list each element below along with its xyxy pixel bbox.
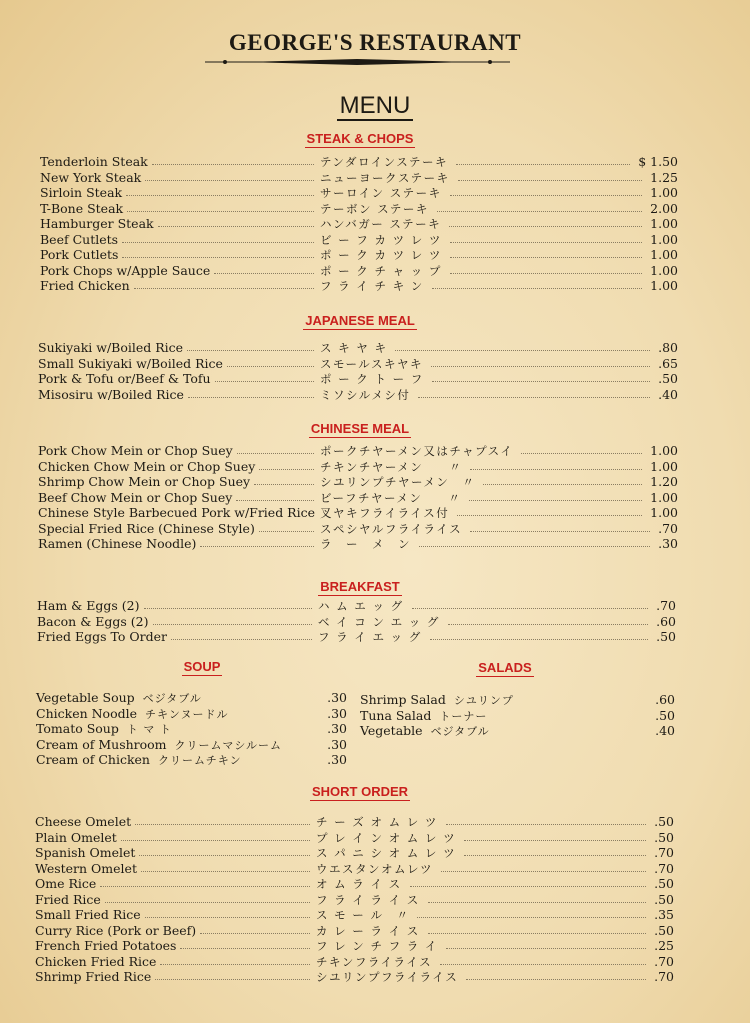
item-price: .30 (658, 536, 678, 551)
menu-item-row (35, 830, 674, 846)
item-name-english: Sukiyaki w/Boiled Rice (38, 340, 184, 355)
dotted-leader (187, 350, 314, 351)
item-name-english-text: Tuna Salad (360, 707, 432, 723)
menu-item-row (35, 845, 674, 861)
dotted-leader (440, 964, 646, 965)
menu-heading: MENU (0, 92, 750, 120)
dotted-leader (122, 257, 314, 258)
item-name-japanese: テンダロインステーキ (320, 155, 449, 169)
decorative-rule (205, 58, 510, 66)
dotted-leader (457, 515, 642, 516)
dotted-leader (227, 366, 314, 367)
item-price: .30 (327, 752, 347, 767)
dotted-leader (450, 242, 642, 243)
item-name-japanese: チ ー ズ オ ム レ ツ (316, 815, 438, 829)
item-name-japanese: ビ ー フ カ ツ レ ツ (320, 232, 442, 247)
dotted-leader (141, 871, 310, 872)
item-name-japanese: シユリンプ (453, 694, 514, 707)
menu-item-row (37, 614, 676, 630)
item-price: 1.25 (650, 169, 678, 185)
item-price: 1.00 (650, 443, 678, 458)
item-name-english: Western Omelet (35, 860, 137, 876)
item-name-english (360, 708, 487, 725)
item-name-english: Tenderloin Steak (40, 154, 148, 169)
menu-item-row (35, 969, 674, 985)
dotted-leader (135, 824, 310, 825)
item-price: .50 (654, 891, 674, 907)
menu-item-row (38, 340, 678, 356)
item-name-japanese: スモールスキヤキ (320, 356, 423, 371)
item-name-japanese: フ ラ イ チ キ ン (320, 279, 424, 293)
dotted-leader (448, 624, 648, 625)
item-name-japanese: ト マ ト (126, 723, 172, 736)
item-name-english: Ome Rice (35, 876, 97, 891)
section-title (300, 421, 420, 436)
item-name-english: Beef Cutlets (40, 231, 119, 247)
menu-item-row (40, 278, 678, 294)
item-price: .70 (654, 860, 674, 876)
dotted-leader (158, 226, 314, 227)
section-title-text: BREAKFAST (320, 579, 400, 594)
dotted-leader (127, 211, 314, 212)
dotted-leader (145, 180, 314, 181)
item-name-english-text: Cream of Chicken (36, 752, 150, 767)
menu-item-row (35, 954, 674, 970)
section-title-text: JAPANESE MEAL (305, 313, 415, 328)
item-name-english: Plain Omelet (35, 829, 117, 845)
item-price: 2.00 (650, 200, 678, 216)
menu-item-row (35, 876, 674, 892)
item-name-japanese: トーナー (439, 709, 488, 723)
dotted-leader (134, 288, 314, 289)
dotted-leader (441, 871, 646, 872)
dotted-leader (430, 639, 648, 640)
item-name-japanese: ス モ ー ル 〃 (316, 908, 410, 922)
section-title-text: CHINESE MEAL (310, 421, 410, 436)
item-name-english (360, 723, 490, 740)
item-name-japanese: チキンフライライス (316, 954, 433, 969)
item-name-english: Curry Rice (Pork or Beef) (35, 922, 197, 938)
item-name-english: Fried Eggs To Order (37, 629, 167, 644)
dotted-leader (126, 195, 314, 196)
dotted-leader (418, 397, 650, 398)
item-name-japanese: ポークチヤーメン又はチャプスイ (320, 444, 514, 458)
dotted-leader (171, 639, 312, 640)
item-name-japanese: カ レ ー ラ イ ス (316, 923, 420, 938)
item-name-english: Sirloin Steak (40, 185, 123, 200)
dotted-leader (449, 226, 642, 227)
item-name-japanese: ポ ー ク チ ャ ッ プ (320, 263, 442, 278)
menu-item-row (38, 387, 678, 403)
item-price: .60 (655, 692, 675, 707)
item-name-english (36, 706, 228, 723)
item-name-english: Spanish Omelet (35, 845, 136, 860)
item-name-english: Special Fried Rice (Chinese Style) (38, 520, 255, 536)
item-price: 1.00 (650, 216, 678, 231)
dotted-leader (236, 500, 314, 501)
item-price: .60 (656, 613, 676, 629)
dotted-leader (254, 484, 314, 485)
item-name-english: Chicken Chow Mein or Chop Suey (38, 458, 256, 474)
item-price: .30 (327, 721, 347, 736)
menu-item-row (38, 505, 678, 521)
menu-item-row (35, 923, 674, 939)
item-price: .50 (654, 922, 674, 938)
item-name-english: Chicken Fried Rice (35, 953, 157, 969)
item-name-english-text: Tomato Soup (36, 721, 119, 736)
item-name-japanese: フ ラ イ ラ イ ス (316, 892, 420, 907)
item-price: 1.20 (650, 474, 678, 489)
item-name-japanese: サーロイン ステーキ (320, 186, 442, 200)
item-price: 1.00 (650, 505, 678, 520)
section-title (300, 313, 420, 328)
section-title-text: SHORT ORDER (311, 784, 409, 799)
section-title (295, 784, 425, 799)
item-name-japanese: クリームマシルーム (174, 738, 283, 752)
menu-item-row (40, 170, 678, 186)
item-price: 1.00 (650, 278, 678, 293)
item-price: $ 1.50 (638, 154, 678, 169)
menu-item-row (35, 892, 674, 908)
menu-item-row (40, 216, 678, 232)
item-name-japanese: ベ イ コ ン エ ッ グ (318, 614, 440, 629)
item-name-english: Hamburger Steak (40, 216, 154, 231)
item-name-english: Fried Rice (35, 891, 101, 907)
item-name-english: Chinese Style Barbecued Pork w/Fried Rice (38, 505, 315, 520)
dotted-leader (419, 546, 650, 547)
menu-item-row (40, 201, 678, 217)
item-price: .50 (654, 814, 674, 829)
item-name-english: French Fried Potatoes (35, 938, 177, 953)
item-name-english-text: Chicken Noodle (36, 705, 137, 721)
menu-item-row (38, 356, 678, 372)
dotted-leader (100, 886, 310, 887)
section-title (300, 131, 420, 146)
item-name-japanese: ス パ ニ シ オ ム レ ツ (316, 846, 457, 860)
dotted-leader (395, 350, 650, 351)
dotted-leader (450, 195, 642, 196)
item-price: .50 (658, 371, 678, 386)
menu-item-row (40, 232, 678, 248)
menu-item-row (36, 706, 347, 722)
dotted-leader (450, 257, 642, 258)
item-price: .70 (654, 953, 674, 969)
item-name-japanese: ウエスタンオムレツ (316, 861, 433, 876)
item-price: .70 (656, 598, 676, 613)
dotted-leader (200, 933, 310, 934)
item-name-english: Shrimp Chow Mein or Chop Suey (38, 474, 251, 489)
item-name-english-text: Cream of Mushroom (36, 736, 167, 752)
item-name-english: Small Fried Rice (35, 907, 141, 922)
item-price: .65 (658, 355, 678, 371)
dotted-leader (417, 917, 646, 918)
dotted-leader (145, 917, 310, 918)
item-name-japanese: クリームチキン (157, 754, 242, 767)
menu-item-row (36, 752, 347, 768)
menu-item-row (40, 154, 678, 170)
menu-item-row (360, 723, 675, 739)
item-name-english: Pork Cutlets (40, 247, 119, 262)
item-price: .40 (658, 386, 678, 402)
item-name-english: Small Sukiyaki w/Boiled Rice (38, 355, 223, 371)
dotted-leader (446, 824, 646, 825)
dotted-leader (483, 484, 642, 485)
menu-item-row (35, 938, 674, 954)
item-name-english-text: Vegetable Soup (36, 690, 135, 705)
item-name-japanese: ベジタブル (430, 725, 490, 738)
item-name-english: Shrimp Fried Rice (35, 969, 152, 984)
item-price: .30 (327, 705, 347, 721)
item-price: 1.00 (650, 185, 678, 200)
dotted-leader (432, 288, 642, 289)
item-name-english: Pork Chops w/Apple Sauce (40, 262, 211, 278)
item-name-japanese: ラ ー メ ン (320, 537, 411, 551)
item-name-japanese: チキンヌードル (145, 707, 229, 721)
dotted-leader (456, 164, 630, 165)
item-name-japanese: シユリンプフライライス (316, 970, 459, 984)
item-name-english: Bacon & Eggs (2) (37, 613, 149, 629)
item-name-english: New York Steak (40, 169, 142, 185)
menu-item-row (360, 708, 675, 724)
item-name-japanese: ニューヨークステーキ (320, 170, 450, 185)
menu-item-row (38, 443, 678, 459)
dotted-leader (470, 469, 642, 470)
item-name-english (360, 692, 514, 709)
item-name-japanese: スペシヤルフライライス (320, 521, 463, 536)
item-price: 1.00 (650, 262, 678, 278)
menu-item-row (38, 371, 678, 387)
dotted-leader (428, 902, 646, 903)
item-price: .50 (655, 707, 675, 723)
dotted-leader (428, 933, 646, 934)
item-name-japanese: フ レ ン チ フ ラ イ (316, 939, 438, 953)
item-price: .50 (656, 629, 676, 644)
item-price: 1.00 (650, 458, 678, 474)
item-name-japanese: ハンバガー ステーキ (320, 217, 442, 231)
menu-item-row (35, 907, 674, 923)
item-name-japanese: ミソシルメシ付 (320, 387, 411, 402)
item-price: .50 (654, 829, 674, 845)
item-name-english: Beef Chow Mein or Chop Suey (38, 489, 233, 505)
item-name-english-text: Shrimp Salad (360, 692, 446, 707)
dotted-leader (410, 886, 646, 887)
item-price: .35 (654, 907, 674, 922)
item-name-english: Pork & Tofu or/Beef & Tofu (38, 371, 211, 386)
item-name-english: Ham & Eggs (2) (37, 598, 140, 613)
menu-item-row (40, 263, 678, 279)
dotted-leader (464, 855, 646, 856)
item-price: 1.00 (650, 247, 678, 262)
item-name-japanese: オ ム ラ イ ス (316, 877, 402, 891)
section-title (162, 659, 242, 674)
item-name-japanese: ベジタブル (142, 692, 202, 705)
dotted-leader (160, 964, 310, 965)
dotted-leader (105, 902, 310, 903)
item-name-english: Fried Chicken (40, 278, 130, 293)
menu-item-row (38, 474, 678, 490)
dotted-leader (152, 164, 314, 165)
menu-item-row (35, 861, 674, 877)
menu-item-row (38, 459, 678, 475)
menu-item-row (37, 629, 676, 645)
dotted-leader (121, 840, 310, 841)
item-name-japanese: ポ ー ク カ ツ レ ツ (320, 248, 442, 262)
menu-item-row (36, 721, 347, 737)
dotted-leader (237, 453, 314, 454)
dotted-leader (521, 453, 642, 454)
dotted-leader (458, 180, 642, 181)
dotted-leader (188, 397, 314, 398)
item-name-english: T-Bone Steak (40, 200, 124, 216)
dotted-leader (153, 624, 312, 625)
item-price: 1.00 (650, 231, 678, 247)
menu-item-row (360, 692, 675, 708)
item-name-japanese: フ ラ イ エ ッ グ (318, 630, 422, 644)
menu-item-row (40, 247, 678, 263)
dotted-leader (139, 855, 310, 856)
section-title-text: STEAK & CHOPS (306, 131, 414, 146)
item-price: .80 (658, 340, 678, 355)
menu-item-row (38, 536, 678, 552)
item-price: .70 (658, 520, 678, 536)
dotted-leader (412, 608, 648, 609)
item-name-english: Pork Chow Mein or Chop Suey (38, 443, 233, 458)
item-name-english (36, 752, 242, 769)
dotted-leader (432, 381, 650, 382)
item-name-japanese: テーボン ステーキ (320, 201, 429, 216)
item-name-english: Ramen (Chinese Noodle) (38, 536, 197, 551)
dotted-leader (470, 531, 650, 532)
section-title (300, 579, 420, 594)
dotted-leader (466, 979, 646, 980)
dotted-leader (215, 381, 314, 382)
dotted-leader (437, 211, 642, 212)
item-name-english: Cheese Omelet (35, 814, 132, 829)
dotted-leader (144, 608, 312, 609)
item-name-english (36, 721, 172, 738)
dotted-leader (259, 469, 314, 470)
item-price: .30 (327, 736, 347, 752)
dotted-leader (200, 546, 314, 547)
section-title (465, 660, 545, 675)
dotted-leader (155, 979, 310, 980)
menu-item-row (35, 814, 674, 830)
item-name-english (36, 737, 282, 754)
dotted-leader (469, 500, 642, 501)
item-name-english (36, 690, 202, 707)
item-name-english: Misosiru w/Boiled Rice (38, 386, 184, 402)
item-name-english-text: Vegetable (360, 723, 423, 738)
section-title-text: SOUP (183, 659, 221, 674)
item-name-japanese: ポ ー ク ト ー フ (320, 372, 424, 386)
dotted-leader (464, 840, 646, 841)
item-name-japanese: ビーフチヤーメン 〃 (320, 490, 462, 505)
dotted-leader (214, 273, 314, 274)
item-price: .40 (655, 723, 675, 738)
dotted-leader (259, 531, 314, 532)
dotted-leader (180, 948, 310, 949)
menu-item-row (36, 690, 347, 706)
section-title-text: SALADS (478, 660, 532, 675)
dotted-leader (431, 366, 650, 367)
dotted-leader (450, 273, 642, 274)
item-name-japanese: チキンチヤーメン 〃 (320, 459, 463, 474)
item-price: .50 (654, 876, 674, 891)
menu-item-row (40, 185, 678, 201)
item-price: 1.00 (650, 489, 678, 505)
item-name-japanese: 叉ヤキフライライス付 (320, 506, 450, 520)
item-price: .70 (654, 845, 674, 860)
item-name-japanese: ハ ム エ ッ グ (318, 599, 404, 613)
item-name-japanese: シユリンプチヤーメン 〃 (320, 475, 476, 489)
item-name-japanese: ス キ ヤ キ (320, 341, 388, 355)
menu-item-row (37, 598, 676, 614)
dotted-leader (446, 948, 646, 949)
dotted-leader (122, 242, 314, 243)
item-price: .30 (327, 690, 347, 705)
item-price: .25 (654, 938, 674, 953)
menu-item-row (36, 737, 347, 753)
restaurant-name: GEORGE'S RESTAURANT (228, 30, 522, 55)
item-name-japanese: プ レ イ ン オ ム レ ツ (316, 830, 457, 845)
item-price: .70 (654, 969, 674, 984)
menu-item-row (38, 490, 678, 506)
menu-item-row (38, 521, 678, 537)
